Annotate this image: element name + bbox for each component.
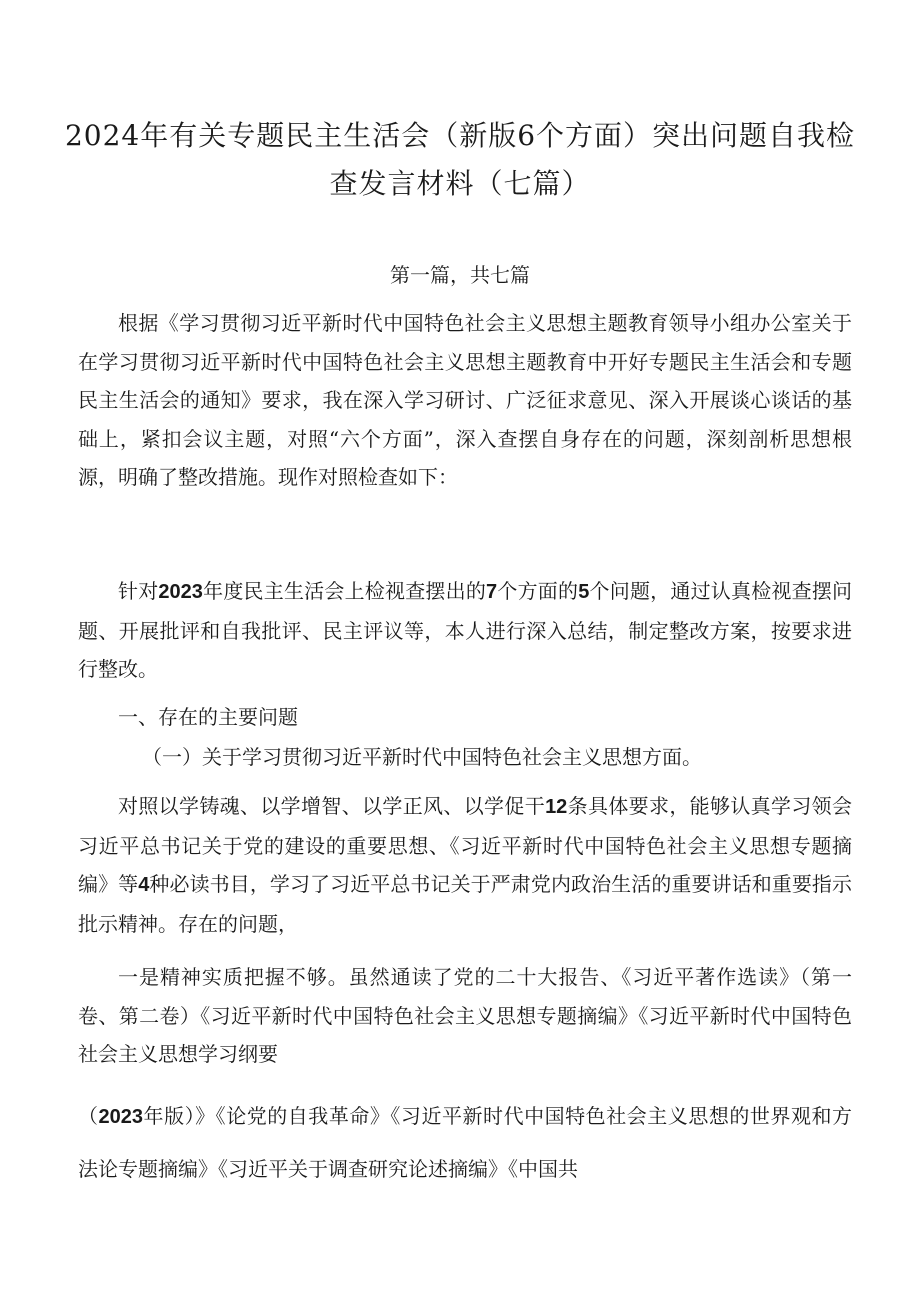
text-span: 个方面的 bbox=[497, 579, 579, 603]
edition-year: 2023 bbox=[98, 1106, 144, 1128]
text-span: （ bbox=[78, 1104, 99, 1128]
text-span: 种必读书目，学习了习近平总书记关于严肃党内政治生活的重要讲话和重要指示批示精神。存在的问题， bbox=[78, 872, 853, 936]
text-span: 个问题，通过认真检视查摆问题、开展批评和自我批评、民主评议等，本人进行深入总结，制定整改方案，按要求进行整改。 bbox=[78, 579, 853, 681]
requirement-count: 12 bbox=[545, 796, 568, 818]
text-span: 年版）》《论党的自我革命》《习近平新时代中国特色社会主义思想的世界观和方法论专题摘编》《习近平关于调查研究论述摘编》《中国共 bbox=[78, 1104, 853, 1181]
problem-paragraph: 一是精神实质把握不够。虽然通读了党的二十大报告、《习近平著作选读》（第一卷、第二卷）《习近平新时代中国特色社会主义思想专题摘编》《习近平新时代中国特色社会主义思想学习纲要 bbox=[78, 965, 852, 1066]
part-label: 第一篇，共七篇 bbox=[390, 263, 530, 287]
aspect-count: 7 bbox=[486, 581, 498, 603]
book-count: 4 bbox=[138, 874, 150, 896]
section-heading: 一、存在的主要问题 bbox=[118, 705, 298, 729]
intro-paragraph: 根据《学习贯彻习近平新时代中国特色社会主义思想主题教育领导小组办公室关于在学习贯彻习近平新时代中国特色社会主义思想主题教育中开好专题民主生活会和专题民主生活会的通知》要求，我在深入学习研讨、广泛征求意见、深入开展谈心谈话的基础上，紧扣会议主题，对照“六个方面”，深入查摆自身存在的问题，深刻剖析思想根源，明确了整改措施。现作对照检查如下： bbox=[78, 311, 852, 489]
text-span: 年度民主生活会上检视查摆出的 bbox=[202, 579, 487, 603]
continued-paragraph bbox=[78, 1090, 852, 1195]
text-span: 条具体要求，能够认真学习领会习近平总书记关于党的建设的重要思想、《习近平新时代中国特色社会主义思想专题摘编》等 bbox=[78, 794, 853, 896]
subsection-heading: （一）关于学习贯彻习近平新时代中国特色社会主义思想方面。 bbox=[142, 745, 702, 769]
summary-paragraph bbox=[78, 572, 852, 689]
document-title: 2024年有关专题民主生活会（新版6个方面）突出问题自我检查发言材料（七篇） bbox=[64, 119, 856, 200]
text-span: 针对 bbox=[118, 579, 159, 603]
text-span: 对照以学铸魂、以学增智、以学正风、以学促干 bbox=[118, 794, 546, 818]
study-paragraph bbox=[78, 787, 852, 943]
year-number: 2023 bbox=[158, 581, 203, 603]
problem-count: 5 bbox=[578, 581, 590, 603]
